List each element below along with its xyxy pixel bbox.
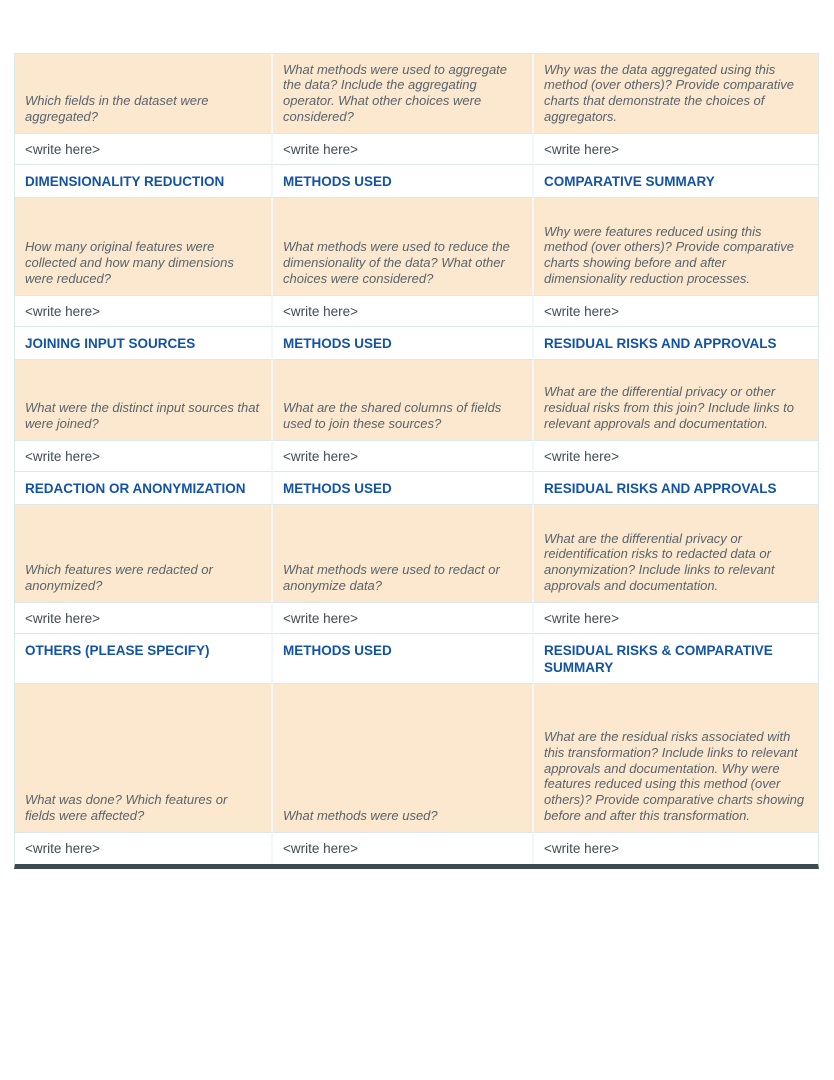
write-row <box>15 441 818 472</box>
question-cell: What are the shared columns of fields used to join these sources? <box>273 360 534 441</box>
question-cell: Why were features reduced using this method (over others)? Provide comparative charts showing before and after dimensionality reduction processes. <box>534 198 818 296</box>
question-row <box>15 505 818 603</box>
write-here-cell[interactable]: <write here> <box>534 603 818 634</box>
write-here-cell[interactable]: <write here> <box>273 833 534 864</box>
write-row <box>15 833 818 864</box>
section-header-cell: OTHERS (PLEASE SPECIFY) <box>15 634 273 684</box>
section-header-row <box>15 634 818 684</box>
question-cell: Which fields in the dataset were aggregated? <box>15 54 273 134</box>
section-header-row <box>15 472 818 505</box>
write-here-cell[interactable]: <write here> <box>15 296 273 327</box>
write-here-cell[interactable]: <write here> <box>534 134 818 165</box>
question-cell: What methods were used? <box>273 684 534 833</box>
write-row <box>15 603 818 634</box>
write-row <box>15 296 818 327</box>
section-header-cell: METHODS USED <box>273 472 534 505</box>
question-cell: What are the residual risks associated with this transformation? Include links to relevant approvals and documentation. Why were features reduced using this method (over others)? Provide comparative charts showing before and after this transformation. <box>534 684 818 833</box>
question-cell: What are the differential privacy or reidentification risks to redacted data or anonymization? Include links to relevant approvals and documentation. <box>534 505 818 603</box>
question-cell: Why was the data aggregated using this method (over others)? Provide comparative charts that demonstrate the choices of aggregators. <box>534 54 818 134</box>
data-transformations-table <box>14 53 819 869</box>
write-row <box>15 134 818 165</box>
section-header-cell: RESIDUAL RISKS AND APPROVALS <box>534 472 818 505</box>
section-header-cell: REDACTION OR ANONYMIZATION <box>15 472 273 505</box>
question-row <box>15 360 818 441</box>
section-header-cell: RESIDUAL RISKS AND APPROVALS <box>534 327 818 360</box>
write-here-cell[interactable]: <write here> <box>534 296 818 327</box>
transformations-questions-table <box>15 54 818 864</box>
section-header-cell: COMPARATIVE SUMMARY <box>534 165 818 198</box>
section-header-row <box>15 327 818 360</box>
question-cell: What methods were used to redact or anonymize data? <box>273 505 534 603</box>
write-here-cell[interactable]: <write here> <box>534 833 818 864</box>
question-row <box>15 198 818 296</box>
question-cell: What methods were used to reduce the dimensionality of the data? What other choices were considered? <box>273 198 534 296</box>
question-cell: What was done? Which features or fields were affected? <box>15 684 273 833</box>
table-body <box>15 54 818 864</box>
write-here-cell[interactable]: <write here> <box>273 134 534 165</box>
write-here-cell[interactable]: <write here> <box>15 134 273 165</box>
write-here-cell[interactable]: <write here> <box>534 441 818 472</box>
write-here-cell[interactable]: <write here> <box>15 833 273 864</box>
question-cell: What were the distinct input sources that were joined? <box>15 360 273 441</box>
write-here-cell[interactable]: <write here> <box>273 603 534 634</box>
section-header-cell: RESIDUAL RISKS & COMPARATIVE SUMMARY <box>534 634 818 684</box>
section-header-cell: METHODS USED <box>273 327 534 360</box>
section-header-cell: METHODS USED <box>273 165 534 198</box>
question-cell: How many original features were collected and how many dimensions were reduced? <box>15 198 273 296</box>
section-header-row <box>15 165 818 198</box>
section-header-cell: METHODS USED <box>273 634 534 684</box>
section-header-cell: DIMENSIONALITY REDUCTION <box>15 165 273 198</box>
question-row <box>15 684 818 833</box>
question-cell: Which features were redacted or anonymized? <box>15 505 273 603</box>
question-cell: What are the differential privacy or other residual risks from this join? Include links to relevant approvals and documentation. <box>534 360 818 441</box>
write-here-cell[interactable]: <write here> <box>273 441 534 472</box>
question-row <box>15 54 818 134</box>
write-here-cell[interactable]: <write here> <box>15 441 273 472</box>
write-here-cell[interactable]: <write here> <box>273 296 534 327</box>
question-cell: What methods were used to aggregate the data? Include the aggregating operator. What other choices were considered? <box>273 54 534 134</box>
write-here-cell[interactable]: <write here> <box>15 603 273 634</box>
section-header-cell: JOINING INPUT SOURCES <box>15 327 273 360</box>
